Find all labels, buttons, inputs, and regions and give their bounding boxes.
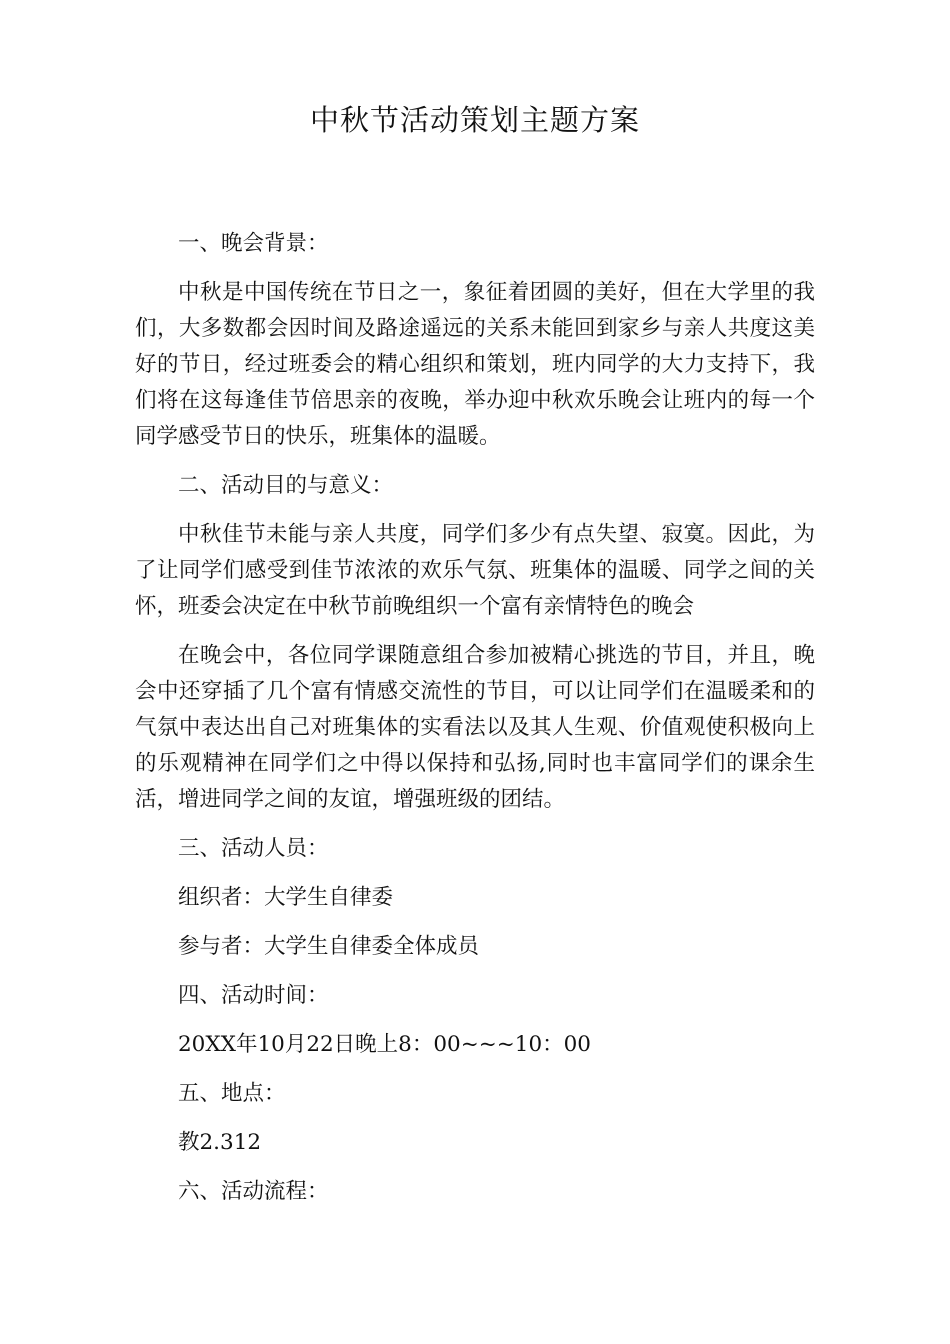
heading-process: 六、活动流程： (178, 1179, 329, 1204)
document-title: 中秋节活动策划主题方案 (309, 103, 640, 137)
heading-purpose: 二、活动目的与意义： (178, 473, 394, 498)
location-line: 教2.312 (178, 1130, 262, 1155)
organizer-line: 组织者：大学生自律委 (178, 885, 394, 910)
heading-participants: 三、活动人员： (178, 836, 329, 861)
paragraph-program: 在晚会中，各位同学课随意组合参加被精心挑选的节目，并且，晚会中还穿插了几个富有情感交流性的节目，可以让同学们在温暖柔和的气氛中表达出自己对班集体的实看法以及其人生观、价值观使积极向上的乐观精神在同学们之中得以保持和弘扬,同时也丰富同学们的课余生活，增进同学之间的友谊，增强班级的团结。 (135, 643, 815, 812)
time-line: 20XX年10月22日晚上8：00~~~10：00 (178, 1032, 591, 1057)
heading-location: 五、地点： (178, 1081, 286, 1106)
paragraph-background: 中秋是中国传统在节日之一，象征着团圆的美好，但在大学里的我们，大多数都会因时间及路途遥远的关系未能回到家乡与亲人共度这美好的节日，经过班委会的精心组织和策划，班内同学的大力支持下，我们将在这每逢佳节倍思亲的夜晚，举办迎中秋欢乐晚会让班内的每一个同学感受节日的快乐，班集体的温暖。 (135, 280, 815, 449)
heading-evening-background: 一、晚会背景： (178, 231, 329, 256)
document-body (135, 226, 815, 1223)
paragraph-purpose: 中秋佳节未能与亲人共度，同学们多少有点失望、寂寞。因此，为了让同学们感受到佳节浓浓的欢乐气氛、班集体的温暖、同学之间的关怀，班委会决定在中秋节前晚组织一个富有亲情特色的晚会 (135, 522, 815, 619)
heading-time: 四、活动时间： (178, 983, 329, 1008)
participants-line: 参与者：大学生自律委全体成员 (178, 934, 480, 959)
